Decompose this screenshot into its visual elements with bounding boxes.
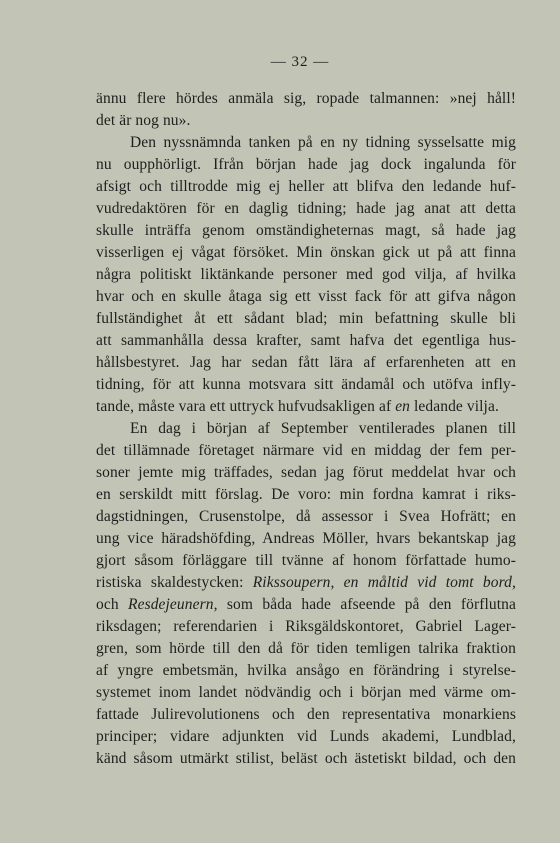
text-segment: ung vice häradshöfding, Andreas Möller, hvars bekantskap jag	[96, 530, 516, 547]
text-line	[96, 462, 516, 484]
text-line	[96, 88, 516, 110]
text-segment: soner jemte mig träffades, sedan jag förut meddelat hvar och	[96, 464, 516, 481]
text-line	[96, 374, 516, 396]
text-segment: känd såsom utmärkt stilist, beläst och ästetiskt bildad, och den	[96, 750, 516, 767]
text-line	[96, 594, 516, 616]
text-line	[96, 528, 516, 550]
text-line	[96, 660, 516, 682]
text-segment: Den nyssnämnda tanken på en ny tidning sysselsatte mig	[130, 134, 516, 151]
italic-title: Rikssoupern, en måltid vid tomt bord,	[252, 574, 516, 591]
body-text	[96, 88, 516, 770]
text-segment: det tillämnade företaget närmare vid en middag der fem per-	[96, 442, 516, 459]
text-line	[96, 550, 516, 572]
text-line	[96, 704, 516, 726]
text-line	[96, 748, 516, 770]
text-line	[96, 638, 516, 660]
text-segment: hållsbestyret. Jag har sedan fått lära af erfarenheten att en	[96, 354, 516, 371]
italic-title: Resdejeunern,	[128, 596, 218, 613]
text-segment: skulle inträffa genom omständigheternas magt, så hade jag	[96, 222, 516, 239]
text-segment: dagstidningen, Crusenstolpe, då assessor i Svea Hofrätt; en	[96, 508, 516, 525]
text-segment: som båda hade afseende på den förflutna	[217, 596, 516, 613]
text-segment: riksdagen; referendarien i Riksgäldskontoret, Gabriel Lager-	[96, 618, 516, 635]
text-segment: tande, måste vara ett uttryck hufvudsakligen af	[96, 398, 396, 415]
text-segment: fattade Julirevolutionens och den representativa monarkiens	[96, 706, 516, 723]
text-line	[96, 198, 516, 220]
text-segment: En dag i början af September ventilerades planen till	[130, 420, 516, 437]
text-line	[96, 682, 516, 704]
text-line	[96, 308, 516, 330]
text-segment: nu oupphörligt. Ifrån början hade jag dock ingalunda för	[96, 156, 516, 173]
text-line	[96, 440, 516, 462]
text-line	[96, 176, 516, 198]
text-segment: tidning, för att kunna motsvara sitt ändamål och utöfva infly-	[96, 376, 516, 393]
text-line	[96, 396, 516, 418]
text-segment: visserligen ej vågat försöket. Min önskan gick ut på att finna	[96, 244, 516, 261]
text-segment: ledande vilja.	[410, 398, 499, 415]
text-line	[96, 242, 516, 264]
text-line	[96, 616, 516, 638]
text-line	[96, 154, 516, 176]
text-line	[96, 132, 516, 154]
text-segment: principer; vidare adjunkten vid Lunds akademi, Lundblad,	[96, 728, 516, 745]
text-segment: och	[96, 596, 129, 613]
text-segment: systemet inom landet nödvändig och i början med värme om-	[96, 684, 516, 701]
page-number: — 32 —	[270, 54, 330, 70]
text-segment: att sammanhålla dessa krafter, samt hafva det egentliga hus-	[96, 332, 516, 349]
text-segment: fullständighet åt ett sådant blad; min befattning skulle bli	[96, 310, 516, 327]
text-line	[96, 506, 516, 528]
text-line	[96, 484, 516, 506]
italic-title: en	[395, 398, 411, 415]
text-segment: gjort såsom förläggare till tvänne af honom författade humo-	[96, 552, 516, 569]
text-line	[96, 264, 516, 286]
text-segment: ännu flere hördes anmäla sig, ropade talmannen: »nej håll!	[96, 90, 516, 107]
text-segment: ristiska skaldestycken:	[96, 574, 253, 591]
text-segment: vudredaktören för en daglig tidning; hade jag anat att detta	[96, 200, 516, 217]
text-segment: af yngre embetsmän, hvilka ansågo en förändring i styrelse-	[96, 662, 516, 679]
text-line	[96, 220, 516, 242]
text-segment: en serskildt mitt förslag. De voro: min fordna kamrat i riks-	[96, 486, 516, 503]
text-line	[96, 572, 516, 594]
text-segment: afsigt och tilltrodde mig ej heller att blifva den ledande huf-	[96, 178, 516, 195]
text-line	[96, 352, 516, 374]
text-segment: gren, som hörde till den då för tiden temligen talrika fraktion	[96, 640, 516, 657]
text-segment: några politiskt liktänkande personer med god vilja, af hvilka	[96, 266, 516, 283]
text-segment: det är nog nu».	[96, 112, 191, 129]
text-line	[96, 286, 516, 308]
text-line	[96, 726, 516, 748]
text-line	[96, 418, 516, 440]
text-line	[96, 330, 516, 352]
text-line	[96, 110, 516, 132]
text-segment: hvar och en skulle åtaga sig ett visst fack för att gifva någon	[96, 288, 516, 305]
